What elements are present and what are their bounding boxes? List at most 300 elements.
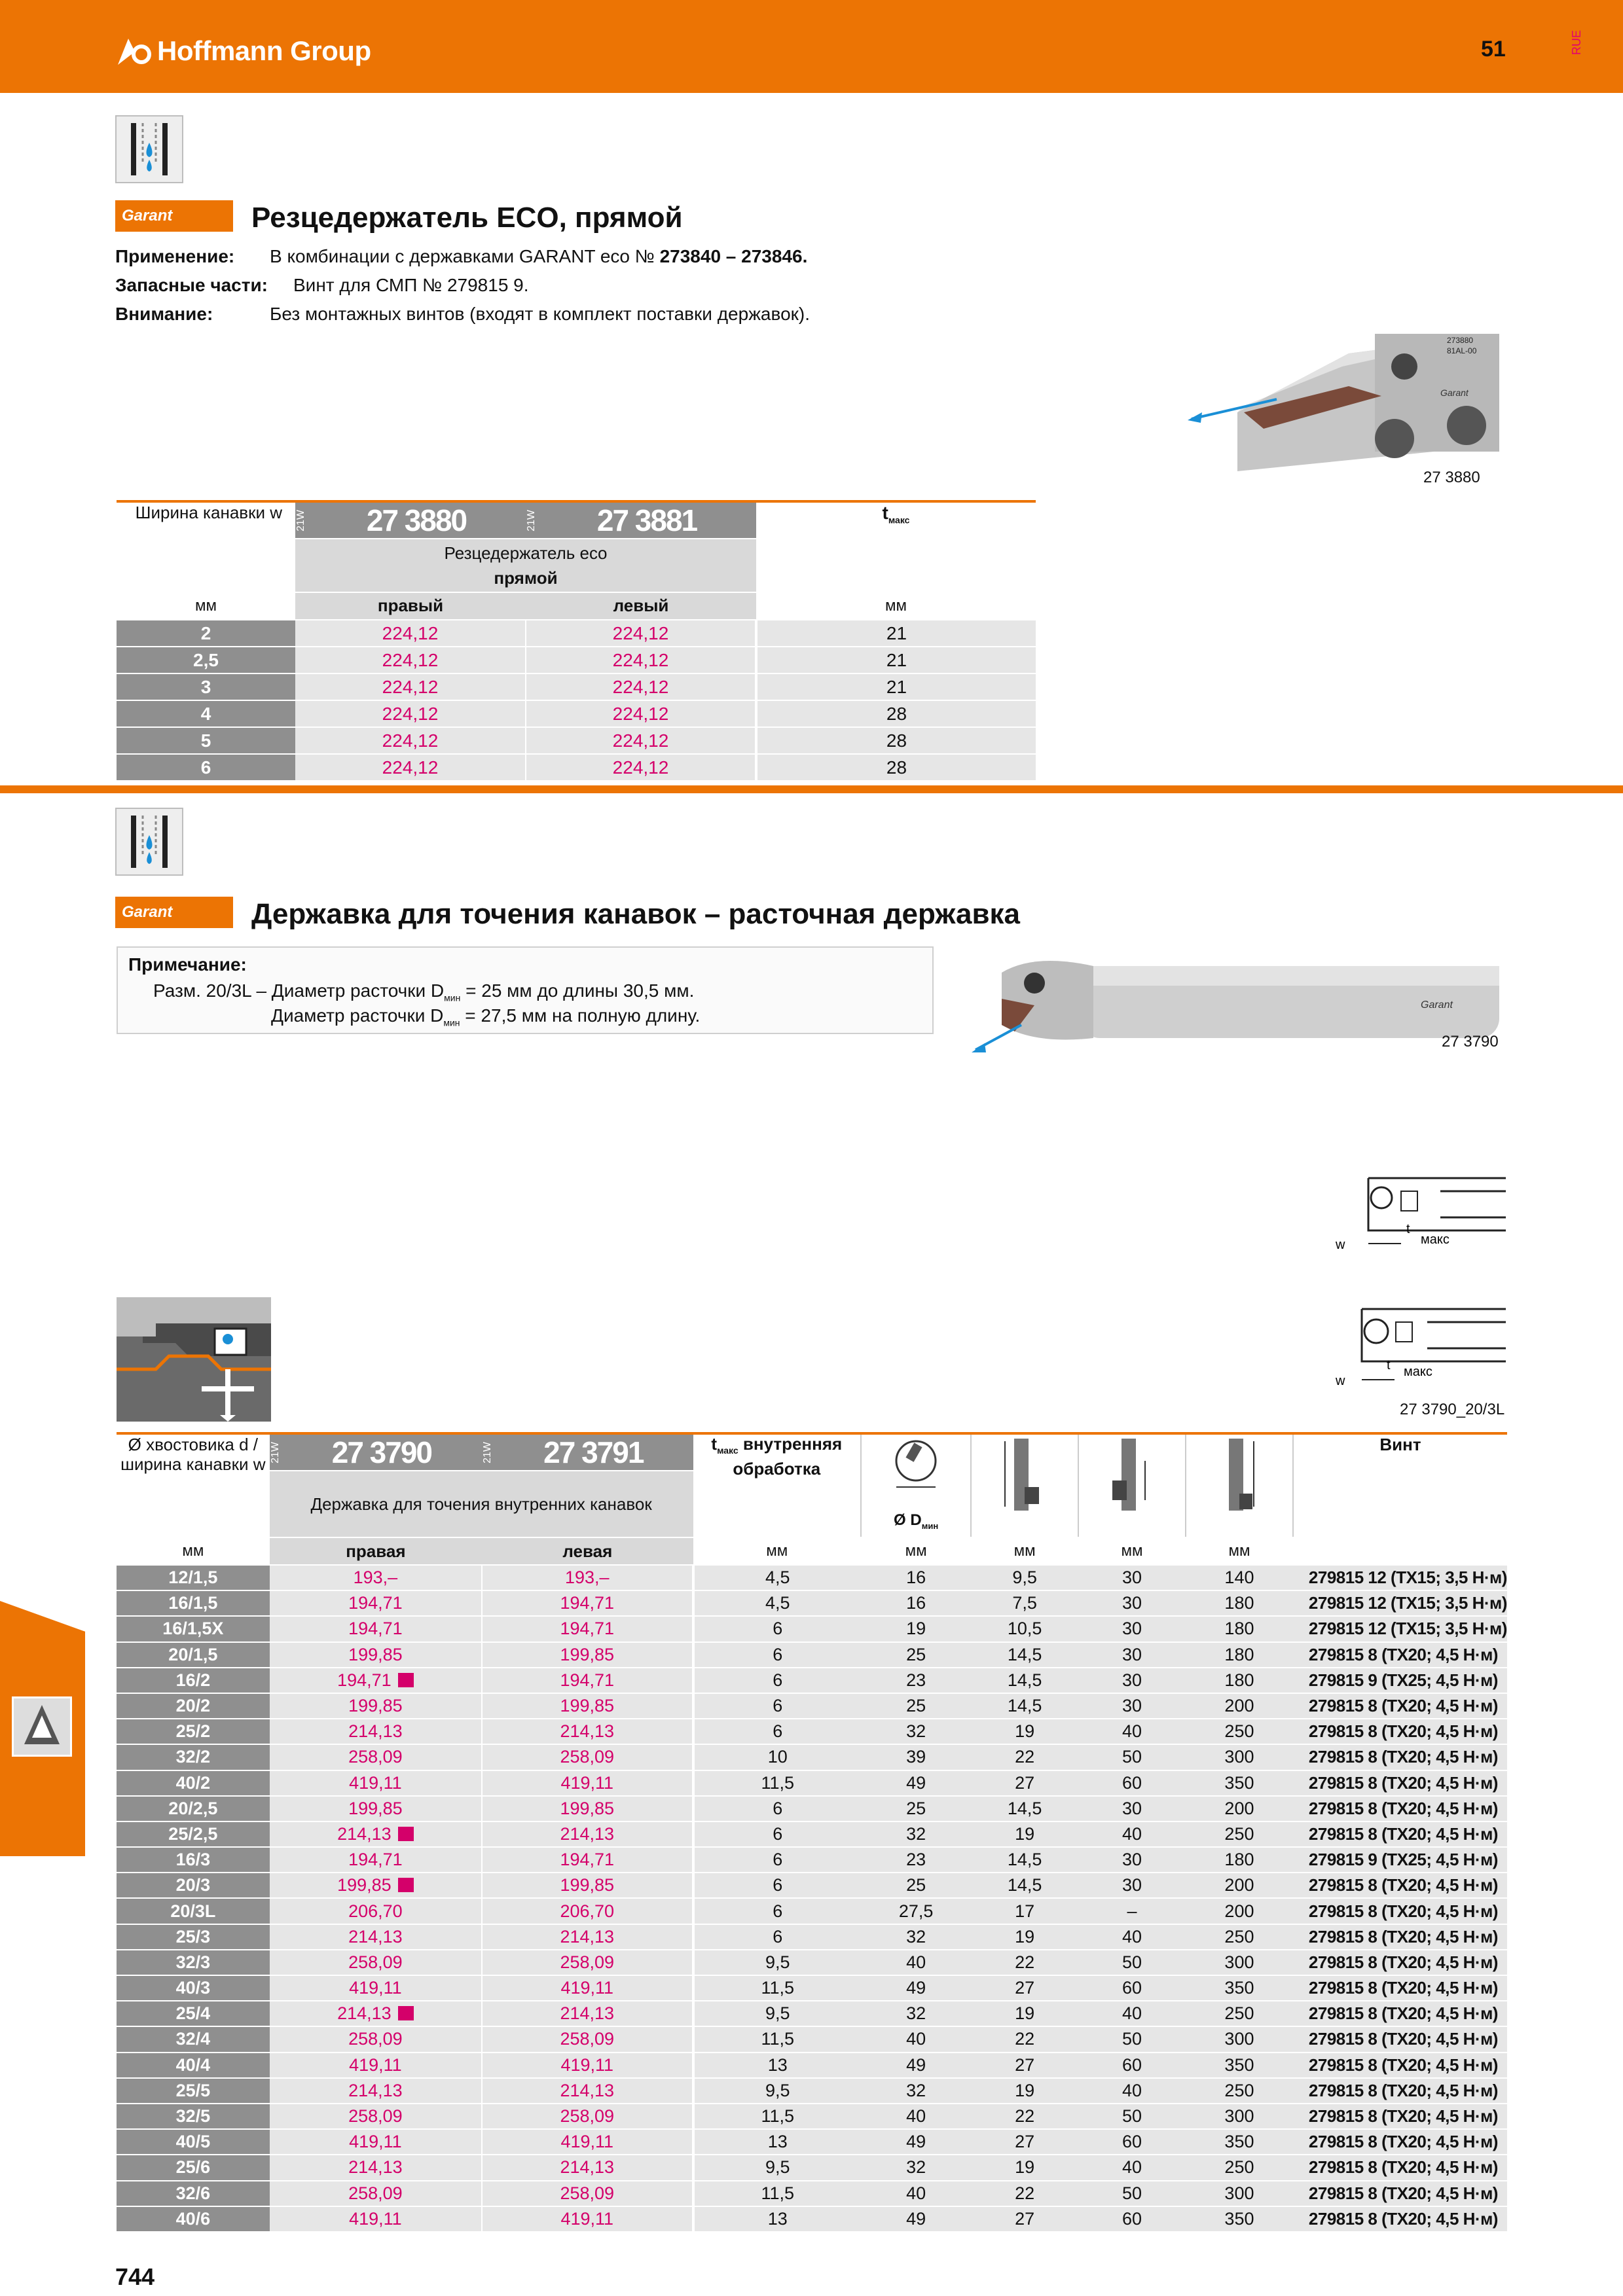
unit-mm: мм: [1186, 1537, 1293, 1565]
table-row: [117, 1898, 1507, 1924]
price-right-cell: [270, 1821, 482, 1847]
price-left: 214,13: [482, 2155, 693, 2180]
dmin-value: 25: [861, 1693, 971, 1719]
screw-value: 279815 8 (TX20; 4,5 Н·м): [1293, 1898, 1507, 1924]
tmax-value: 6: [693, 1616, 862, 1641]
price-right: 224,12: [295, 700, 526, 727]
price-left: 419,11: [482, 2053, 693, 2078]
dmin-value: 39: [861, 1744, 971, 1770]
dmin-value: 40: [861, 2026, 971, 2052]
note-line1-pre: Разм. 20/3L – Диаметр расточки D: [153, 980, 445, 1001]
table-row: [117, 700, 1036, 727]
dim2-value: –: [1078, 1898, 1186, 1924]
price-left: 206,70: [482, 1898, 693, 1924]
tmax-value: 6: [693, 1642, 862, 1668]
note-line2-pre: Диаметр расточки D: [271, 1005, 444, 1026]
dim3-value: 350: [1186, 2053, 1293, 2078]
price-right: 419,11: [349, 2054, 402, 2075]
article-273880-number: 27 3880: [366, 503, 467, 537]
dim3-value: 180: [1186, 1590, 1293, 1616]
size-value: 16/1,5: [117, 1590, 270, 1616]
table-row: [117, 2129, 1507, 2155]
note-line2: [271, 1005, 700, 1028]
screw-value: 279815 8 (TX20; 4,5 Н·м): [1293, 1873, 1507, 1898]
holder-eco-table: [117, 503, 1036, 781]
tag-21w: 21W: [526, 509, 537, 531]
price-right-cell: [270, 1847, 482, 1873]
size-value: 25/3: [117, 1924, 270, 1950]
application-label: Применение:: [115, 246, 235, 266]
table-row: [117, 1796, 1507, 1821]
price-right: 224,12: [295, 754, 526, 781]
price-right-cell: [270, 2155, 482, 2180]
image-mark-1: 273880: [1447, 336, 1474, 345]
note-box: [117, 946, 934, 1034]
holder-desc-line2: прямой: [494, 568, 558, 588]
dmin-value: 40: [861, 1950, 971, 1975]
dmin-value: 25: [861, 1796, 971, 1821]
price-right: 258,09: [348, 1747, 403, 1767]
price-left: 224,12: [526, 727, 756, 754]
tmax-value: 4,5: [693, 1590, 862, 1616]
dim2-value: 50: [1078, 1950, 1186, 1975]
dim3-value: 350: [1186, 1770, 1293, 1796]
table-row: [117, 647, 1036, 673]
price-right: 258,09: [348, 2106, 403, 2126]
screw-value: 279815 8 (TX20; 4,5 Н·м): [1293, 2001, 1507, 2026]
dmin-value: 16: [861, 1590, 971, 1616]
dim3-value: 300: [1186, 2026, 1293, 2052]
size-header-line2: ширина канавки w: [120, 1454, 266, 1474]
dmin-value: 19: [861, 1616, 971, 1641]
dmin-value: 49: [861, 2053, 971, 2078]
dmin-value: 27,5: [861, 1898, 971, 1924]
application-text-numbers: 273840 – 273846.: [659, 246, 808, 266]
table-row: [117, 620, 1036, 647]
tmax-value: 10: [693, 1744, 862, 1770]
dim3-header: [1186, 1435, 1293, 1537]
dim2-value: 30: [1078, 1693, 1186, 1719]
dim3-value: 350: [1186, 1975, 1293, 2001]
price-left: 214,13: [482, 2001, 693, 2026]
dmin-value: 32: [861, 1821, 971, 1847]
screw-value: 279815 12 (TX15; 3,5 Н·м): [1293, 1616, 1507, 1641]
article-273880: [295, 503, 526, 539]
image-mark-brand-2: Garant: [1421, 999, 1453, 1011]
note-line1-sub: мин: [444, 992, 461, 1003]
unit-mm: мм: [971, 1537, 1078, 1565]
screw-value: 279815 8 (TX20; 4,5 Н·м): [1293, 1770, 1507, 1796]
table-row: [117, 1744, 1507, 1770]
left-label: левый: [526, 592, 756, 620]
dim1-value: 27: [971, 2206, 1078, 2232]
new-item-marker: [398, 1827, 414, 1841]
price-left: 419,11: [482, 1770, 693, 1796]
tmax-value: 6: [693, 1924, 862, 1950]
price-right: 224,12: [295, 647, 526, 673]
tag-21w: 21W: [269, 1441, 281, 1463]
article-273791: [482, 1435, 693, 1471]
tmax-value: 6: [693, 1873, 862, 1898]
dim3-value: 250: [1186, 1719, 1293, 1744]
article-273790-number: 27 3790: [331, 1435, 432, 1469]
tmax-value: 13: [693, 2053, 862, 2078]
screw-value: 279815 8 (TX20; 4,5 Н·м): [1293, 2053, 1507, 2078]
tmax-value: 28: [756, 727, 1036, 754]
garant-badge-text: Garant: [122, 207, 173, 224]
price-right-cell: [270, 1744, 482, 1770]
image-mark-2: 81AL-00: [1447, 346, 1477, 355]
image-mark-brand: Garant: [1440, 387, 1468, 398]
price-left: 194,71: [482, 1590, 693, 1616]
tmax-value: 28: [756, 700, 1036, 727]
size-value: 40/3: [117, 1975, 270, 2001]
size-value: 32/2: [117, 1744, 270, 1770]
table-row: [117, 1642, 1507, 1668]
dim3-value: 180: [1186, 1668, 1293, 1693]
dim2-value: 60: [1078, 2206, 1186, 2232]
dmin-circle-icon: [886, 1435, 945, 1507]
screw-value: 279815 8 (TX20; 4,5 Н·м): [1293, 1744, 1507, 1770]
dim2-value: 30: [1078, 1565, 1186, 1590]
table-row: [117, 1873, 1507, 1898]
section-divider: [0, 785, 1623, 793]
price-right: 224,12: [295, 620, 526, 647]
price-left: 258,09: [482, 2181, 693, 2206]
size-value: 25/2: [117, 1719, 270, 1744]
dim1-value: 22: [971, 2181, 1078, 2206]
price-right: 199,85: [348, 1696, 403, 1716]
unit-mm: мм: [117, 1537, 270, 1565]
size-value: 32/5: [117, 2104, 270, 2129]
dim2-value: 40: [1078, 2078, 1186, 2104]
dim2-value: 30: [1078, 1873, 1186, 1898]
price-left: 194,71: [482, 1616, 693, 1641]
image-caption-273790: 27 3790: [1442, 1033, 1499, 1050]
dim1-value: 22: [971, 2104, 1078, 2129]
price-right: 206,70: [348, 1901, 403, 1921]
dmin-value: 40: [861, 2181, 971, 2206]
dim1-value: 27: [971, 2129, 1078, 2155]
dmin-value: 49: [861, 1770, 971, 1796]
dmin-sub: мин: [921, 1520, 939, 1531]
tmax-value: 6: [693, 1668, 862, 1693]
price-left: 224,12: [526, 700, 756, 727]
article-273881-number: 27 3881: [596, 503, 697, 537]
page-number: 51: [1481, 37, 1506, 62]
col-width-header: Ширина канавки w: [117, 503, 295, 539]
unit-mm: мм: [1078, 1537, 1186, 1565]
dim2-value: 30: [1078, 1847, 1186, 1873]
dim3-value: 200: [1186, 1898, 1293, 1924]
dim3-value: 250: [1186, 2078, 1293, 2104]
table-row: [117, 1770, 1507, 1796]
table-row: [117, 1590, 1507, 1616]
boring-bar-image: [962, 946, 1512, 1064]
note-label: Примечание:: [128, 954, 247, 975]
dim3-value: 200: [1186, 1796, 1293, 1821]
dmin-value: 49: [861, 2206, 971, 2232]
dim2-header: [1078, 1435, 1186, 1537]
dmin-value: 32: [861, 1719, 971, 1744]
dim2-value: 50: [1078, 2104, 1186, 2129]
tag-21w: 21W: [482, 1441, 494, 1463]
dim3-value: 200: [1186, 1693, 1293, 1719]
dmin-value: 49: [861, 2129, 971, 2155]
table-row: [117, 2155, 1507, 2180]
dim2-value: 50: [1078, 2026, 1186, 2052]
price-right-cell: [270, 2053, 482, 2078]
screw-value: 279815 8 (TX20; 4,5 Н·м): [1293, 1821, 1507, 1847]
table-row: [117, 2053, 1507, 2078]
price-left: 214,13: [482, 1924, 693, 1950]
spares-label: Запасные части:: [115, 275, 268, 295]
brand-logo: [115, 33, 371, 69]
dim2-tool-icon: [1106, 1435, 1158, 1520]
size-value: 40/4: [117, 2053, 270, 2078]
size-value: 32/3: [117, 1950, 270, 1975]
table-row: [117, 1668, 1507, 1693]
tmax-value: 6: [693, 1693, 862, 1719]
price-right: 193,–: [353, 1568, 398, 1588]
groove-width: 2,5: [117, 647, 295, 673]
table-row: [117, 2078, 1507, 2104]
price-right: 224,12: [295, 673, 526, 700]
price-left: 199,85: [482, 1873, 693, 1898]
price-right: 419,11: [349, 1978, 402, 1998]
dim1-value: 17: [971, 1898, 1078, 1924]
dmin-value: 32: [861, 2001, 971, 2026]
price-right-cell: [270, 2104, 482, 2129]
dim2-value: 60: [1078, 1975, 1186, 2001]
price-right: 214,13: [348, 1721, 403, 1742]
table-row: [117, 1693, 1507, 1719]
image-caption-273790-20-3l: 27 3790_20/3L: [1400, 1401, 1505, 1418]
language-code: RUE: [1570, 29, 1583, 55]
size-value: 25/5: [117, 2078, 270, 2104]
dim1-value: 27: [971, 1975, 1078, 2001]
holder-desc-line1: Резцедержатель eco: [444, 543, 608, 563]
dim1-value: 27: [971, 2053, 1078, 2078]
turning-tool-icon: [12, 1696, 72, 1757]
price-left: 224,12: [526, 620, 756, 647]
price-left: 214,13: [482, 1719, 693, 1744]
table-row: [117, 754, 1036, 781]
unit-mm-left: мм: [117, 592, 295, 620]
dim1-header: [971, 1435, 1078, 1537]
tmax-header: [756, 503, 1036, 539]
garant-badge-text: Garant: [122, 903, 173, 921]
size-value: 20/3: [117, 1873, 270, 1898]
size-header-line1: Ø хвостовика d /: [128, 1435, 259, 1454]
footer-page-number: 744: [115, 2263, 155, 2290]
screw-value: 279815 8 (TX20; 4,5 Н·м): [1293, 2026, 1507, 2052]
groove-width: 2: [117, 620, 295, 647]
dmin-value: 23: [861, 1668, 971, 1693]
price-left: 214,13: [482, 1821, 693, 1847]
right-label: правый: [295, 592, 526, 620]
price-left: 419,11: [482, 2129, 693, 2155]
tag-21w: 21W: [295, 509, 306, 531]
screw-value: 279815 12 (TX15; 3,5 Н·м): [1293, 1565, 1507, 1590]
price-right: 214,13: [348, 1926, 403, 1946]
diagram1-w: w: [1336, 1238, 1345, 1252]
price-right: 419,11: [349, 1772, 402, 1793]
price-right-cell: [270, 1565, 482, 1590]
dim1-value: 19: [971, 1719, 1078, 1744]
dim1-value: 14,5: [971, 1796, 1078, 1821]
price-right-cell: [270, 2181, 482, 2206]
dim2-value: 40: [1078, 2155, 1186, 2180]
dim2-value: 40: [1078, 1719, 1186, 1744]
dmin-label: Ø D: [894, 1511, 922, 1529]
tmax-value: 13: [693, 2206, 862, 2232]
table-row: [117, 673, 1036, 700]
table-row: [117, 1975, 1507, 2001]
dim3-value: 180: [1186, 1616, 1293, 1641]
price-left: 258,09: [482, 1950, 693, 1975]
dim3-value: 300: [1186, 1744, 1293, 1770]
tmax-value: 6: [693, 1821, 862, 1847]
price-left: 194,71: [482, 1847, 693, 1873]
dim3-value: 300: [1186, 1950, 1293, 1975]
table-row: [117, 2104, 1507, 2129]
dim1-value: 14,5: [971, 1847, 1078, 1873]
screw-value: 279815 8 (TX20; 4,5 Н·м): [1293, 1924, 1507, 1950]
dim1-value: 22: [971, 2026, 1078, 2052]
article-273790: [270, 1435, 482, 1471]
dim2-value: 50: [1078, 2181, 1186, 2206]
price-left: 258,09: [482, 2104, 693, 2129]
dim1-tool-icon: [998, 1435, 1051, 1520]
groove-width: 3: [117, 673, 295, 700]
dim3-value: 180: [1186, 1642, 1293, 1668]
price-left: 258,09: [482, 1744, 693, 1770]
screw-value: 279815 8 (TX20; 4,5 Н·м): [1293, 2155, 1507, 2180]
screw-value: 279815 9 (TX25; 4,5 Н·м): [1293, 1847, 1507, 1873]
dim1-value: 19: [971, 1821, 1078, 1847]
screw-value: 279815 8 (TX20; 4,5 Н·м): [1293, 2206, 1507, 2232]
size-value: 20/1,5: [117, 1642, 270, 1668]
dim2-value: 30: [1078, 1616, 1186, 1641]
price-right: 194,71: [348, 1619, 403, 1639]
dmin-value: 32: [861, 1924, 971, 1950]
groove-width: 5: [117, 727, 295, 754]
dmin-value: 49: [861, 1975, 971, 2001]
size-value: 32/4: [117, 2026, 270, 2052]
tmax-value: 11,5: [693, 2104, 862, 2129]
dmin-value: 32: [861, 2078, 971, 2104]
price-right: 214,13: [337, 2003, 392, 2024]
tmax2-text2: обработка: [733, 1459, 821, 1479]
dim3-tool-icon: [1213, 1435, 1266, 1520]
dim1-value: 19: [971, 2155, 1078, 2180]
tmax-value: 9,5: [693, 1950, 862, 1975]
price-right-cell: [270, 1898, 482, 1924]
price-right-cell: [270, 1590, 482, 1616]
price-right-cell: [270, 1975, 482, 2001]
dim1-value: 19: [971, 2078, 1078, 2104]
size-value: 20/2: [117, 1693, 270, 1719]
price-right: 194,71: [348, 1593, 403, 1613]
size-value: 16/2: [117, 1668, 270, 1693]
price-left: 194,71: [482, 1668, 693, 1693]
tmax-value: 21: [756, 647, 1036, 673]
size-value: 25/6: [117, 2155, 270, 2180]
diagram2-max: макс: [1404, 1365, 1432, 1379]
price-right: 199,85: [348, 1798, 403, 1818]
dim3-value: 350: [1186, 2129, 1293, 2155]
size-header: [117, 1435, 270, 1537]
dmin-value: 25: [861, 1642, 971, 1668]
dim2-value: 50: [1078, 1744, 1186, 1770]
price-left: 214,13: [482, 2078, 693, 2104]
new-item-marker: [398, 1878, 414, 1892]
size-value: 16/1,5X: [117, 1616, 270, 1641]
article-273881: [526, 503, 756, 539]
unit-mm: мм: [861, 1537, 971, 1565]
section1-title: Резцедержатель ECO, прямой: [251, 202, 683, 234]
price-right-cell: [270, 1950, 482, 1975]
holder-desc: [295, 539, 756, 592]
groove-width: 6: [117, 754, 295, 781]
size-value: 20/2,5: [117, 1796, 270, 1821]
dim2-value: 60: [1078, 2129, 1186, 2155]
brand-name: Hoffmann Group: [157, 35, 371, 66]
price-right: 224,12: [295, 727, 526, 754]
size-value: 16/3: [117, 1847, 270, 1873]
screw-value: 279815 8 (TX20; 4,5 Н·м): [1293, 1796, 1507, 1821]
tmax-value: 11,5: [693, 2026, 862, 2052]
tmax-value: 6: [693, 1796, 862, 1821]
holder-eco-image: [1178, 314, 1519, 484]
unit-mm: мм: [693, 1537, 862, 1565]
garant-badge: [115, 200, 233, 232]
price-left: 193,–: [482, 1565, 693, 1590]
table-row: [117, 1821, 1507, 1847]
price-right: 199,85: [337, 1875, 392, 1895]
application-text-main: В комбинации с державками GARANT eco №: [270, 246, 655, 266]
diagram1-t: t: [1406, 1222, 1410, 1236]
price-right: 214,13: [348, 2080, 403, 2100]
tmax-value: 28: [756, 754, 1036, 781]
section2-title: Державка для точения канавок – расточная державка: [251, 898, 1021, 930]
tmax-value: 4,5: [693, 1565, 862, 1590]
tmax-value: 11,5: [693, 1975, 862, 2001]
price-left: 199,85: [482, 1796, 693, 1821]
diagram2-t: t: [1387, 1358, 1391, 1372]
table-row: [117, 1924, 1507, 1950]
note-line2-post: = 27,5 мм на полную длину.: [460, 1005, 701, 1026]
dim2-value: 30: [1078, 1796, 1186, 1821]
price-left: 419,11: [482, 2206, 693, 2232]
dim3-value: 200: [1186, 1873, 1293, 1898]
dmin-value: 25: [861, 1873, 971, 1898]
price-left: 224,12: [526, 754, 756, 781]
table-row: [117, 2001, 1507, 2026]
dim3-value: 350: [1186, 2206, 1293, 2232]
screw-header: Винт: [1293, 1435, 1507, 1537]
tmax-value: 6: [693, 1898, 862, 1924]
hoffmann-logo-icon: [115, 35, 152, 67]
price-right-cell: [270, 2026, 482, 2052]
dim1-value: 14,5: [971, 1642, 1078, 1668]
image-caption-273880: 27 3880: [1423, 469, 1480, 486]
screw-value: 279815 8 (TX20; 4,5 Н·м): [1293, 1719, 1507, 1744]
price-left: 258,09: [482, 2026, 693, 2052]
dmin-value: 16: [861, 1565, 971, 1590]
screw-value: 279815 8 (TX20; 4,5 Н·м): [1293, 2078, 1507, 2104]
